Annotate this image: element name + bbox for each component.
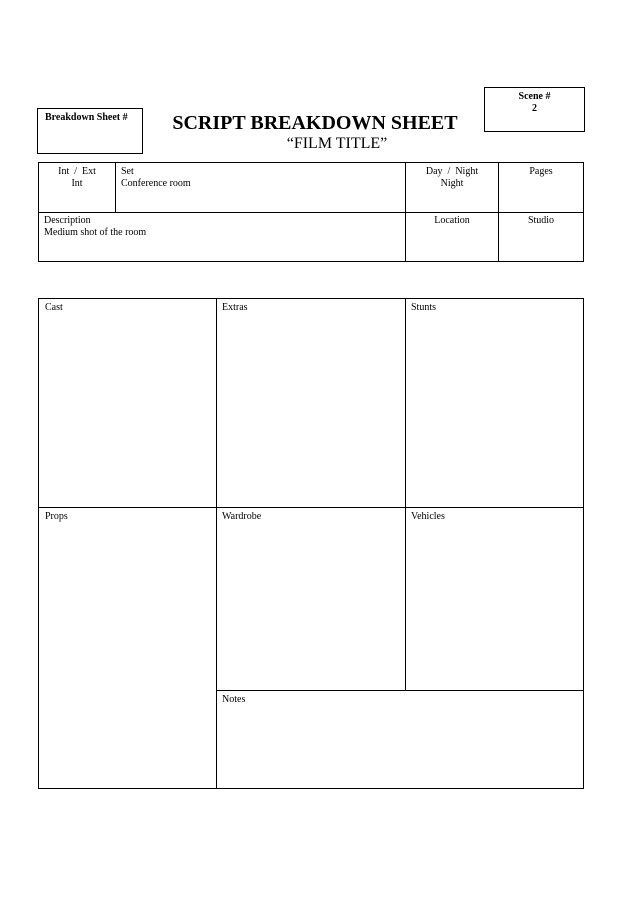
scene-info-table bbox=[38, 162, 584, 262]
studio-cell[interactable] bbox=[499, 213, 583, 261]
stunts-cell[interactable] bbox=[406, 299, 583, 507]
props-label: Props bbox=[45, 511, 68, 522]
vehicles-cell[interactable] bbox=[406, 508, 583, 690]
pages-label: Pages bbox=[529, 166, 553, 177]
breakdown-sheet-label: Breakdown Sheet # bbox=[45, 112, 128, 123]
notes-label: Notes bbox=[222, 694, 246, 705]
pages-cell[interactable] bbox=[499, 163, 583, 212]
film-title: “FILM TITLE” bbox=[286, 135, 388, 152]
page-title: SCRIPT BREAKDOWN SHEET bbox=[172, 112, 458, 134]
scene-number-box[interactable] bbox=[484, 87, 585, 132]
day-night-cell[interactable] bbox=[406, 163, 498, 212]
cast-cell[interactable] bbox=[39, 299, 216, 507]
set-value: Conference room bbox=[121, 178, 191, 189]
extras-label: Extras bbox=[222, 302, 248, 313]
location-label: Location bbox=[434, 215, 470, 226]
breakdown-sheet-number-box[interactable] bbox=[37, 108, 143, 154]
scene-value: 2 bbox=[532, 103, 537, 114]
wardrobe-label: Wardrobe bbox=[222, 511, 262, 522]
props-cell[interactable] bbox=[39, 508, 216, 788]
notes-cell[interactable] bbox=[217, 691, 583, 788]
extras-cell[interactable] bbox=[217, 299, 405, 507]
cast-label: Cast bbox=[45, 302, 63, 313]
studio-label: Studio bbox=[527, 215, 555, 226]
scene-label: Scene # bbox=[518, 91, 551, 102]
wardrobe-cell[interactable] bbox=[217, 508, 405, 690]
description-label: Description bbox=[44, 215, 91, 226]
stunts-label: Stunts bbox=[411, 302, 437, 313]
location-cell[interactable] bbox=[406, 213, 498, 261]
int-ext-value: Int bbox=[71, 178, 83, 189]
vehicles-label: Vehicles bbox=[411, 511, 445, 522]
set-label: Set bbox=[121, 166, 134, 177]
description-cell[interactable] bbox=[39, 213, 405, 261]
day-night-value: Night bbox=[440, 178, 464, 189]
description-value: Medium shot of the room bbox=[44, 227, 147, 238]
int-ext-label: Int / Ext bbox=[58, 166, 96, 177]
breakdown-grid bbox=[38, 298, 584, 789]
day-night-label: Day / Night bbox=[425, 166, 479, 177]
int-ext-cell[interactable] bbox=[39, 163, 115, 212]
set-cell[interactable] bbox=[116, 163, 405, 212]
